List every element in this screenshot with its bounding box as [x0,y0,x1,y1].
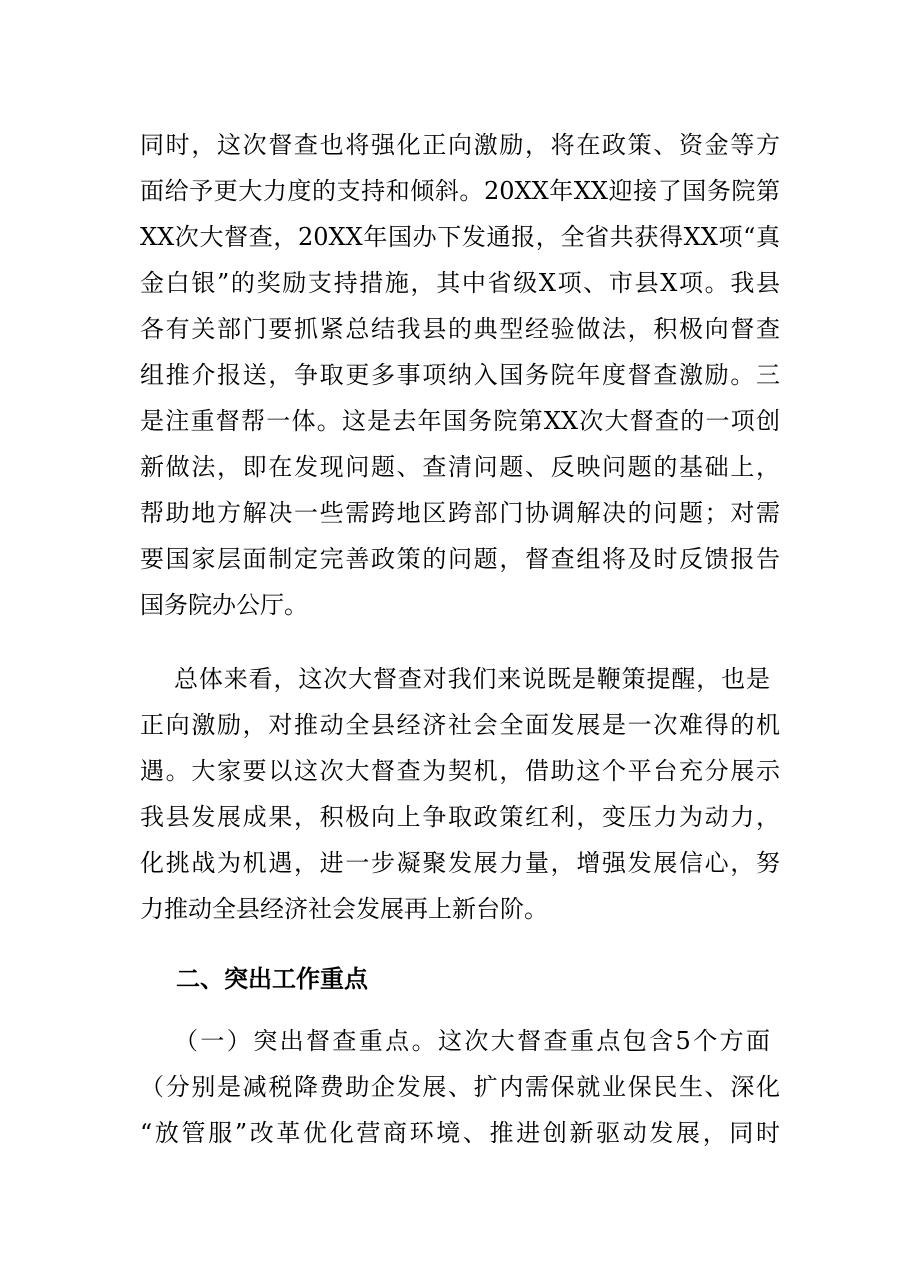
paragraph-1-line-8: 新做法，即在发现问题、查清问题、反映问题的基础上， [140,453,780,481]
paragraph-2-line-4: 我县发展成果，积极向上争取政策红利，变压力为动力， [140,803,780,831]
section-heading: 二、突出工作重点 [176,965,368,993]
paragraph-1-line-4: 金白银”的奖励支持措施，其中省级X项、市县X项。我县 [140,269,780,297]
paragraph-1-line-3: XX次大督查，20XX年国办下发通报，全省共获得XX项“真 [140,223,780,251]
paragraph-2-line-3: 遇。大家要以这次大督查为契机，借助这个平台充分展示 [140,757,780,785]
paragraph-1-line-5: 各有关部门要抓紧总结我县的典型经验做法，积极向督查 [140,315,780,343]
paragraph-1-line-10: 要国家层面制定完善政策的问题，督查组将及时反馈报告 [140,545,780,573]
paragraph-2-line-5: 化挑战为机遇，进一步凝聚发展力量，增强发展信心，努 [140,849,780,877]
paragraph-2-line-2: 正向激励，对推动全县经济社会全面发展是一次难得的机 [140,711,780,739]
paragraph-1-line-1: 同时，这次督查也将强化正向激励，将在政策、资金等方 [140,131,780,159]
paragraph-1-line-9: 帮助地方解决一些需跨地区跨部门协调解决的问题；对需 [140,499,780,527]
paragraph-3-line-2: （分别是减税降费助企发展、扩内需保就业保民生、深化 [140,1073,780,1101]
paragraph-3-line-3: “放管服”改革优化营商环境、推进创新驱动发展，同时 [140,1119,780,1147]
paragraph-1-line-7: 是注重督帮一体。这是去年国务院第XX次大督查的一项创 [140,407,780,435]
paragraph-1-line-6: 组推介报送，争取更多事项纳入国务院年度督查激励。三 [140,361,780,389]
paragraph-1-line-11: 国务院办公厅。 [140,591,308,619]
paragraph-2-line-6: 力推动全县经济社会发展再上新台阶。 [140,895,548,923]
paragraph-1-line-2: 面给予更大力度的支持和倾斜。20XX年XX迎接了国务院第 [140,177,780,205]
paragraph-2-line-1: 总体来看，这次大督查对我们来说既是鞭策提醒，也是 [174,665,770,693]
paragraph-3-line-1: （一）突出督查重点。这次大督查重点包含5个方面 [174,1027,770,1055]
